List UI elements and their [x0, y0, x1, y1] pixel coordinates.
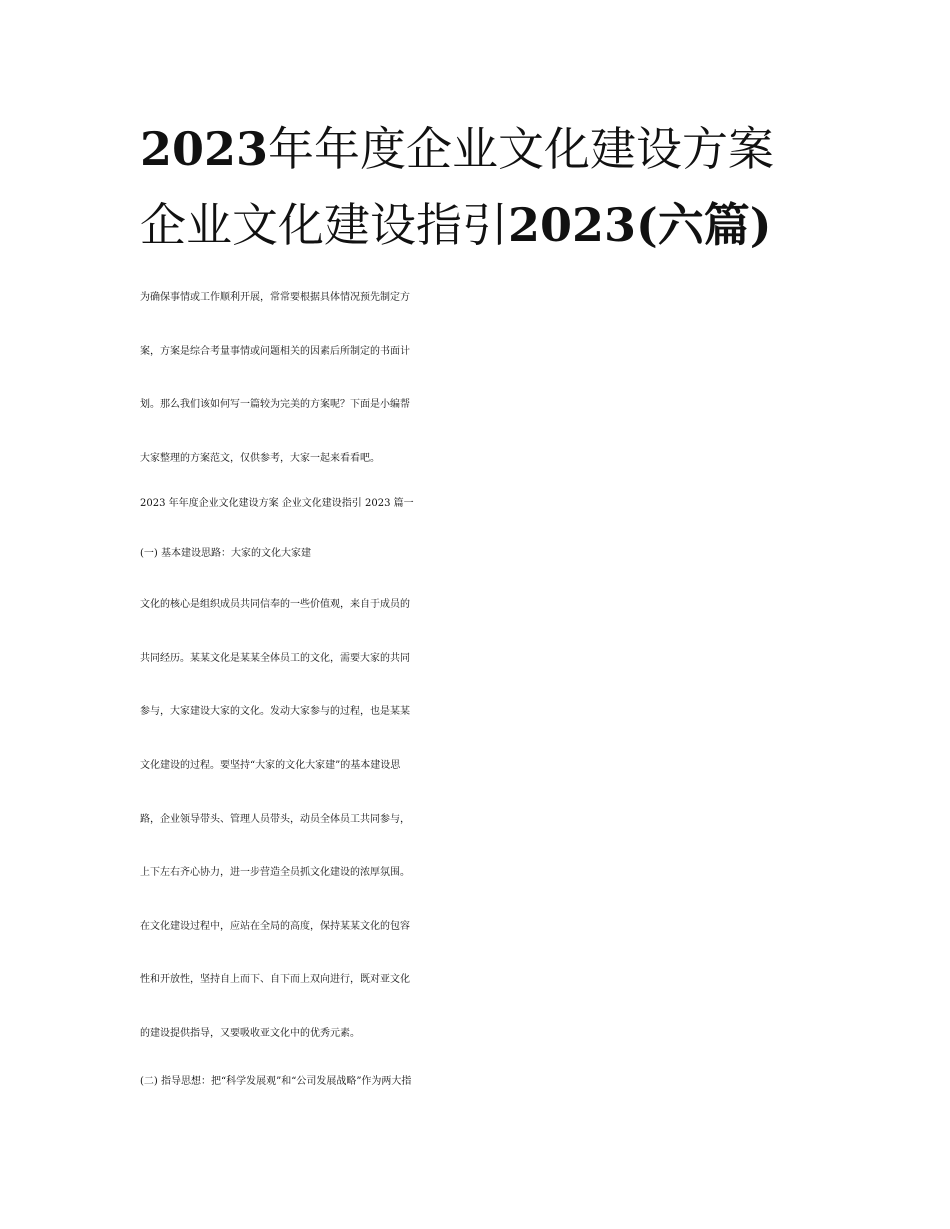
body-line: 文化建设的过程。要坚持“大家的文化大家建”的基本建设思: [140, 760, 401, 771]
body-line: 案，方案是综合考量事情或问题相关的因素后所制定的书面计: [140, 346, 410, 357]
body-line: 大家整理的方案范文，仅供参考，大家一起来看看吧。: [140, 453, 380, 464]
body-line: 为确保事情或工作顺利开展，常常要根据具体情况预先制定方: [140, 292, 410, 303]
body-line: 文化的核心是组织成员共同信奉的一些价值观，来自于成员的: [140, 599, 410, 610]
document-title-line-1: [140, 122, 820, 176]
body-line: 性和开放性，坚持自上而下、自下而上双向进行，既对亚文化: [140, 974, 410, 985]
body-line: 共同经历。某某文化是某某全体员工的文化，需要大家的共同: [140, 653, 410, 664]
body-line: 划。那么我们该如何写一篇较为完美的方案呢？下面是小编帮: [140, 399, 410, 410]
title-line-2-text: 企业文化建设指引: [140, 198, 508, 252]
subsection-heading: (二) 指导思想：把“科学发展观”和“公司发展战略”作为两大指: [140, 1076, 412, 1087]
title-line-1-text: 年年度企业文化建设方案: [268, 122, 775, 176]
body-line: 的建设提供指导，又要吸收亚文化中的优秀元素。: [140, 1028, 360, 1039]
body-line: 参与，大家建设大家的文化。发动大家参与的过程，也是某某: [140, 706, 410, 717]
title-year: 2023: [140, 122, 269, 176]
document-title-line-2: [140, 198, 820, 252]
body-line: 路，企业领导带头、管理人员带头，动员全体员工共同参与，: [140, 814, 410, 825]
body-line: 上下左右齐心协力，进一步营造全员抓文化建设的浓厚氛围。: [140, 867, 410, 878]
subsection-heading: (一) 基本建设思路：大家的文化大家建: [140, 548, 311, 559]
section-heading: 2023 年年度企业文化建设方案 企业文化建设指引 2023 篇一: [140, 498, 414, 509]
title-line-2-suffix: 2023(六篇): [508, 198, 772, 252]
body-line: 在文化建设过程中，应站在全局的高度，保持某某文化的包容: [140, 921, 410, 932]
